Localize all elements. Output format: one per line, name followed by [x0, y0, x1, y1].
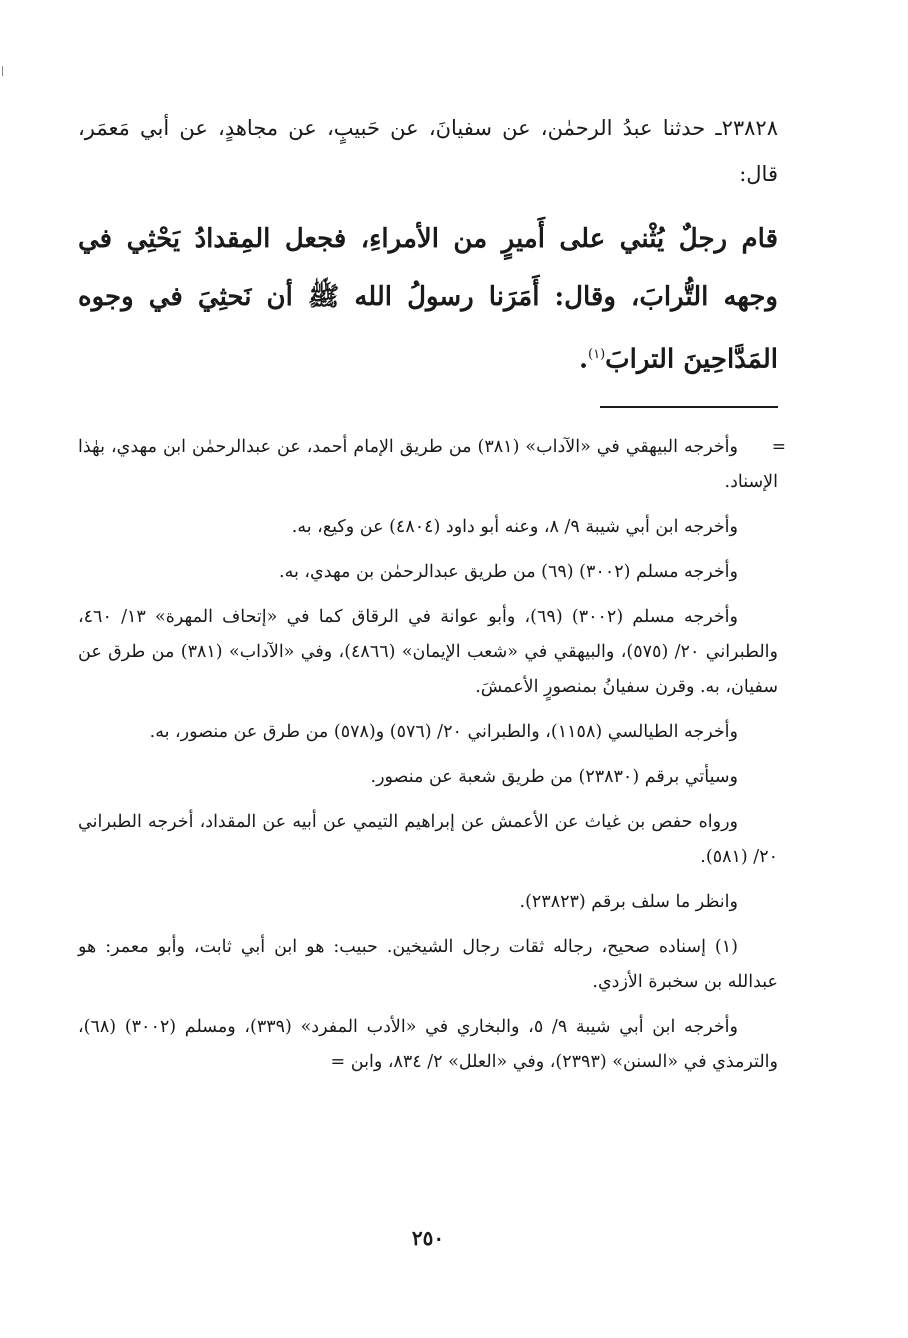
continuation-mark: =: [771, 437, 786, 457]
footnote-paragraph: وأخرجه ابن أبي شيبة ٩/ ٨، وعنه أبو داود (٤٨٠٤) عن وكيع، به.: [291, 517, 738, 537]
footnote-paragraph: وأخرجه مسلم (٣٠٠٢) (٦٩) من طريق عبدالرحمٰن بن مهدي، به.: [279, 562, 738, 582]
footnote-paragraph: وأخرجه ابن أبي شيبة ٩/ ٥، والبخاري في «الأدب المفرد» (٣٣٩)، ومسلم (٣٠٠٢) (٦٨)، والترمذي في «السنن» (٢٣٩٣)، وفي «العلل» ٢/ ٨٣٤، وابن =: [78, 1017, 778, 1072]
hadith-matn: [78, 210, 778, 389]
footnote-reference: (١): [588, 347, 606, 362]
footnote-paragraph: وأخرجه مسلم (٣٠٠٢) (٦٩)، وأبو عوانة في الرقاق كما في «إتحاف المهرة» ١٣/ ٤٦٠، والطبراني ٢٠/ (٥٧٥)، والبيهقي في «شعب الإيمان» (٤٨٦٦)، وفي «الآداب» (٣٨١) من طرق عن سفيان، به. وقرن سفيانُ بمنصورٍ الأعمشَ.: [78, 607, 778, 697]
footnote-separator: [600, 406, 778, 408]
footnotes-section: [78, 430, 786, 1090]
scan-edge-mark: [2, 66, 3, 76]
hadith-isnad: ٢٣٨٢٨ـ حدثنا عبدُ الرحمٰن، عن سفيانَ، عن حَبيبٍ، عن مجاهدٍ، عن أبي مَعمَر، قال:: [78, 116, 778, 186]
page-number: ٢٥٠: [411, 1226, 445, 1250]
footnote-paragraph-text: وأخرجه البيهقي في «الآداب» (٣٨١) من طريق الإمام أحمد، عن عبدالرحمٰن ابن مهدي، بهٰذا الإسناد.: [78, 437, 778, 492]
footnote-paragraph: وسيأتي برقم (٢٣٨٣٠) من طريق شعبة عن منصور.: [370, 767, 738, 787]
footnote-paragraph: [78, 430, 786, 500]
book-page: [78, 0, 786, 1338]
footnote-1: (١) إسناده صحيح، رجاله ثقات رجال الشيخين. حبيب: هو ابن أبي ثابت، وأبو معمر: هو عبدالله بن سخبرة الأزدي.: [78, 937, 778, 992]
footnote-paragraph: وأخرجه الطيالسي (١١٥٨)، والطبراني ٢٠/ (٥٧٦) و(٥٧٨) من طرق عن منصور، به.: [149, 722, 738, 742]
hadith-matn-text: قام رجلٌ يُثْني على أَميرٍ من الأمراءِ، فجعل المِقدادُ يَحْثِي في وجهه التُّرابَ، وقال: أَمَرَنا رسولُ الله ﷺ أن نَحثِيَ في وجوه المَدَّاحِينَ الترابَ: [78, 224, 778, 375]
hadith-matn-end: .: [578, 344, 588, 375]
footnote-paragraph: وانظر ما سلف برقم (٢٣٨٢٣).: [519, 892, 738, 912]
footnote-paragraph: ورواه حفص بن غياث عن الأعمش عن إبراهيم التيمي عن أبيه عن المقداد، أخرجه الطبراني ٢٠/ (٥٨١).: [78, 812, 778, 867]
